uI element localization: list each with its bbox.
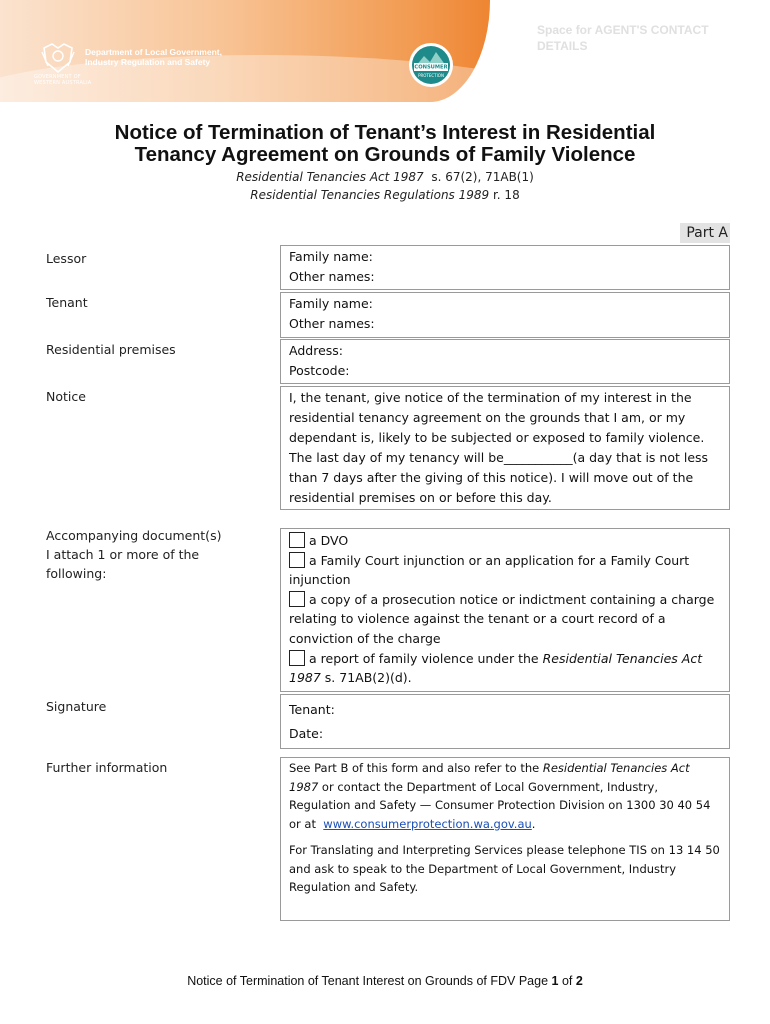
regs-name: Residential Tenancies Regulations 1989	[250, 188, 490, 202]
title-line1: Notice of Termination of Tenant’s Interest in Residential	[114, 121, 656, 144]
option-text: s. 71AB(2)(d).	[320, 670, 412, 686]
footer-of: of	[558, 974, 576, 988]
tenant-label: Tenant	[46, 295, 88, 310]
legislation-reference	[20, 168, 750, 204]
footer-text: Notice of Termination of Tenant Interest on Grounds of FDV Page	[187, 974, 552, 988]
document-option-report[interactable]	[289, 649, 721, 669]
further-text: For Translating and Interpreting Services please telephone TIS on 13 14 50	[289, 843, 720, 857]
option-act-year: 1987	[289, 670, 321, 686]
premises-address-field[interactable]: Address:	[289, 343, 343, 358]
agent-contact-space	[537, 22, 727, 54]
option-text: a copy of a prosecution notice or indictment containing a charge	[309, 591, 715, 607]
logo-text-protection: PROTECTION	[418, 73, 444, 78]
lessor-box[interactable]	[280, 245, 730, 290]
documents-label-line: Accompanying document(s)	[46, 528, 222, 543]
checkbox-family-court[interactable]	[289, 552, 305, 568]
option-text: conviction of the charge	[289, 630, 441, 646]
further-text: and ask to speak to the Department of Local Government, Industry	[289, 861, 677, 876]
further-act-name: Residential Tenancies Act	[542, 761, 690, 775]
further-text: .	[531, 816, 536, 831]
further-act-year: 1987	[289, 779, 319, 794]
documents-label-line: I attach 1 or more of the	[46, 547, 200, 562]
document-option-family-court[interactable]	[289, 551, 721, 571]
checkbox-dvo[interactable]	[289, 532, 305, 548]
logo-text-consumer: CONSUMER	[414, 64, 448, 71]
further-text: or at	[289, 816, 324, 831]
further-text: or contact the Department of Local Government, Industry,	[318, 779, 659, 794]
consumer-protection-link[interactable]: www.consumerprotection.wa.gov.au	[323, 816, 532, 831]
part-label: Part A	[680, 223, 730, 243]
department-name	[85, 47, 222, 67]
lessor-family-name-field[interactable]: Family name:	[289, 249, 373, 264]
premises-label: Residential premises	[46, 342, 176, 357]
further-text: Regulation and Safety — Consumer Protection Division on 1300 30 40 54	[289, 798, 711, 812]
lessor-other-names-field[interactable]: Other names:	[289, 269, 375, 284]
wa-government-crest-icon	[38, 42, 78, 76]
notice-text-line: dependant is, likely to be subjected or exposed to family violence.	[289, 430, 705, 445]
regs-ref: r. 18	[489, 188, 520, 202]
signature-date-field[interactable]: Date:	[289, 726, 324, 741]
agent-contact-line1: Space for AGENT'S CONTACT	[537, 23, 709, 37]
further-text: See Part B of this form and also refer to the	[289, 761, 543, 775]
further-info-box	[280, 757, 730, 921]
option-text: a report of family violence under the	[309, 650, 543, 666]
agent-contact-line2: DETAILS	[537, 39, 588, 53]
document-option-dvo[interactable]	[289, 531, 721, 551]
documents-label-line: following:	[46, 566, 107, 581]
notice-label: Notice	[46, 389, 86, 404]
checkbox-report[interactable]	[289, 650, 305, 666]
footer-page-total: 2	[575, 974, 583, 988]
option-text: a Family Court injunction or an application for a Family Court	[309, 552, 690, 568]
checkbox-prosecution[interactable]	[289, 591, 305, 607]
signature-tenant-field[interactable]: Tenant:	[289, 702, 335, 717]
notice-text-line: I, the tenant, give notice of the termination of my interest in the	[289, 390, 692, 405]
notice-text-line: than 7 days after the giving of this notice). I will move out of the	[289, 470, 694, 485]
crest-caption	[34, 74, 94, 86]
tenant-other-names-field[interactable]: Other names:	[289, 316, 375, 331]
tenant-box[interactable]	[280, 292, 730, 338]
option-act-name: Residential Tenancies Act	[542, 650, 703, 666]
option-text: relating to violence against the tenant or a court record of a	[289, 611, 666, 627]
tenant-family-name-field[interactable]: Family name:	[289, 296, 373, 311]
notice-box	[280, 386, 730, 510]
option-text: injunction	[289, 572, 351, 588]
signature-box[interactable]	[280, 694, 730, 749]
act-ref: s. 67(2), 71AB(1)	[423, 170, 534, 184]
documents-label	[46, 526, 221, 583]
title-line2: Tenancy Agreement on Grounds of Family Violence	[134, 143, 636, 166]
notice-last-day-line[interactable]: The last day of my tenancy will be___________(a day that is not less	[289, 450, 709, 465]
further-text: Regulation and Safety.	[289, 880, 419, 894]
crest-caption-line2: WESTERN AUSTRALIA	[34, 80, 92, 86]
option-text: a DVO	[309, 533, 349, 548]
page-footer	[0, 974, 770, 988]
footer-page-number: 1	[551, 974, 559, 988]
premises-box[interactable]	[280, 339, 730, 384]
notice-text-line: residential tenancy agreement on the grounds that I am, or my	[289, 410, 686, 425]
department-name-line2: Industry Regulation and Safety	[85, 57, 211, 67]
page-title	[20, 122, 750, 166]
signature-label: Signature	[46, 699, 107, 714]
act-name: Residential Tenancies Act 1987	[236, 170, 424, 184]
premises-postcode-field[interactable]: Postcode:	[289, 363, 350, 378]
document-option-prosecution[interactable]	[289, 590, 721, 610]
lessor-label: Lessor	[46, 251, 87, 266]
department-name-line1: Department of Local Government,	[85, 47, 222, 57]
further-info-label: Further information	[46, 760, 168, 775]
notice-text-line: residential premises on or before this day.	[289, 490, 552, 505]
crest-caption-line1: GOVERNMENT OF	[34, 74, 81, 80]
documents-box	[280, 528, 730, 692]
consumer-protection-logo-icon	[408, 42, 454, 88]
